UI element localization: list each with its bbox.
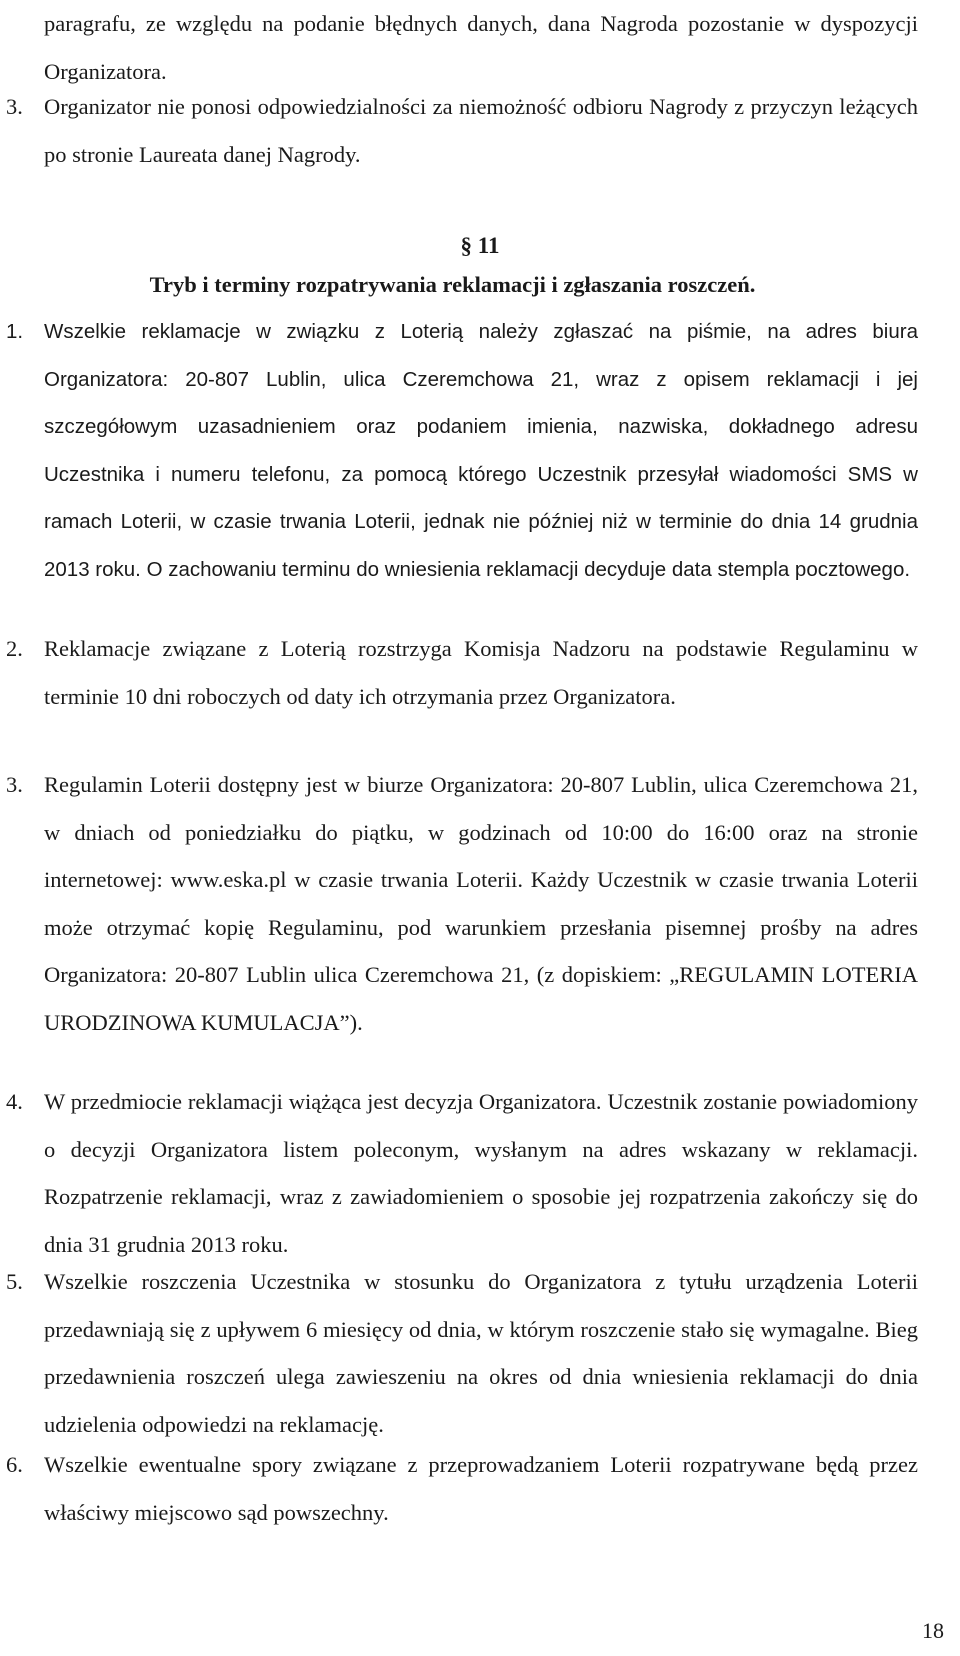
item-number: 1.: [6, 320, 24, 343]
item-number: 2.: [6, 636, 23, 661]
item-text: Organizator nie ponosi odpowiedzialności za niemożność odbioru Nagrody z przyczyn leżących po stronie Laureata danej Nagrody.: [44, 94, 918, 167]
item-text: W przedmiocie reklamacji wiążąca jest decyzja Organizatora. Uczestnik zostanie powiadomiony o decyzji Organizatora listem poleconym, wysłanym na adres wskazany w reklamacji. Rozpatrzenie reklamacji, wraz z zawiadomieniem o sposobie jej rozpatrzenia zakończy się do dnia 31 grudnia 2013 roku.: [44, 1089, 918, 1257]
item-number: 3.: [6, 94, 23, 119]
page-number: 18: [922, 1618, 944, 1643]
item-number: 4.: [6, 1089, 23, 1114]
item-number: 3.: [6, 772, 23, 797]
item-text: Wszelkie ewentualne spory związane z przeprowadzaniem Loterii rozpatrywane będą przez właściwy miejscowo sąd powszechny.: [44, 1452, 918, 1525]
item-number: 6.: [6, 1452, 23, 1477]
item-text: Wszelkie reklamacje w związku z Loterią należy zgłaszać na piśmie, na adres biura Organizatora: 20-807 Lublin, ulica Czeremchowa 21, wraz z opisem reklamacji i jej szczegółowym uzasadnieniem oraz podaniem imienia, nazwiska, dokładnego adresu Uczestnika i numeru telefonu, za pomocą którego Uczestnik przesyłał wiadomości SMS w ramach Loterii, w czasie trwania Loterii, jednak nie później niż w terminie do dnia 14 grudnia 2013 roku. O zachowaniu terminu do wniesienia reklamacji decyduje data stempla pocztowego.: [44, 320, 918, 581]
item-text: Reklamacje związane z Loterią rozstrzyga Komisja Nadzoru na podstawie Regulaminu w terminie 10 dni roboczych od daty ich otrzymania przez Organizatora.: [44, 636, 918, 709]
item-number: 5.: [6, 1269, 23, 1294]
section-title: Tryb i terminy rozpatrywania reklamacji i zgłaszania roszczeń.: [149, 272, 756, 297]
item-text: Wszelkie roszczenia Uczestnika w stosunku do Organizatora z tytułu urządzenia Loterii przedawniają się z upływem 6 miesięcy od dnia, w którym roszczenie stało się wymagalne. Bieg przedawnienia roszczeń ulega zawieszeniu na okres od dnia wniesienia reklamacji do dnia udzielenia odpowiedzi na reklamację.: [44, 1269, 918, 1437]
item-text: Regulamin Loterii dostępny jest w biurze Organizatora: 20-807 Lublin, ulica Czeremchowa 21, w dniach od poniedziałku do piątku, w godzinach od 10:00 do 16:00 oraz na stronie internetowej: www.eska.pl w czasie trwania Loterii. Każdy Uczestnik w czasie trwania Loterii może otrzymać kopię Regulaminu, pod warunkiem przesłania pisemnej prośby na adres Organizatora: 20-807 Lublin ulica Czeremchowa 21, (z dopiskiem: „REGULAMIN LOTERIA URODZINOWA KUMULACJA”).: [44, 772, 918, 1035]
continued-paragraph: paragrafu, ze względu na podanie błędnych danych, dana Nagroda pozostanie w dyspozycji Organizatora.: [44, 11, 918, 84]
section-number: § 11: [460, 233, 500, 258]
